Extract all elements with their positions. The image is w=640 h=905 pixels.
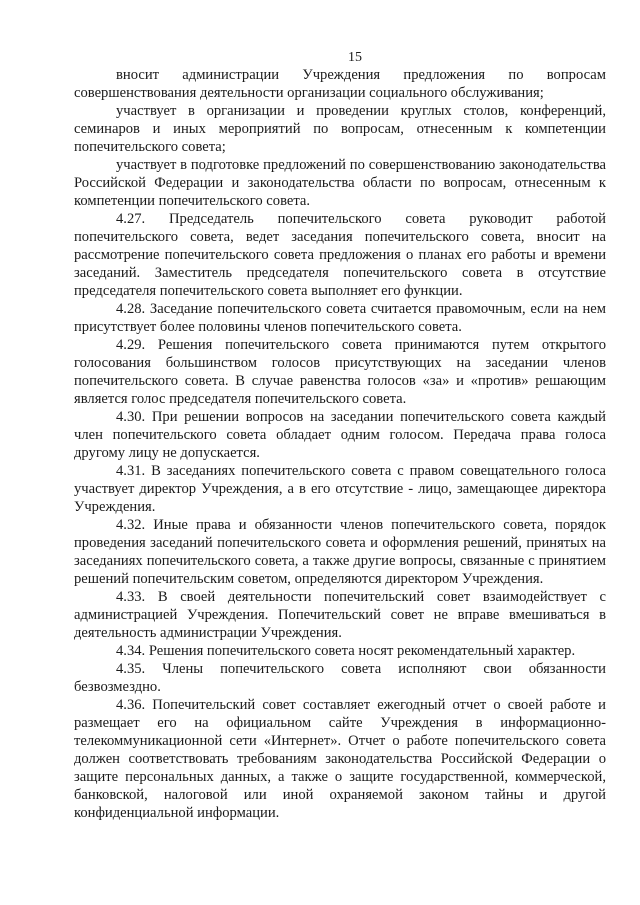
paragraph-4-28: 4.28. Заседание попечительского совета считается правомочным, если на нем присутствует более половины членов попечительского совета. bbox=[74, 301, 606, 335]
paragraph-4-36: 4.36. Попечительский совет составляет ежегодный отчет о своей работе и размещает его на официальном сайте Учреждения в информационно-телекоммуникационной сети «Интернет». Отчет о работе попечительского совета должен соответствовать требованиям законодательства Российской Федерации о защите персональных данных, а также о защите государственной, коммерческой, банковской, налоговой или иной охраняемой законом тайны и другой конфиденциальной информации. bbox=[74, 697, 606, 821]
paragraph-4-27: 4.27. Председатель попечительского совета руководит работой попечительского совета, ведет заседания попечительского совета, вносит на рассмотрение попечительского совета предложения о планах его работы и времени заседаний. Заместитель председателя попечительского совета в отсутствие председателя попечительского совета выполняет его функции. bbox=[74, 211, 606, 299]
paragraph-4-33: 4.33. В своей деятельности попечительский совет взаимодействует с администрацией Учреждения. Попечительский совет не вправе вмешиваться в деятельность администрации Учреждения. bbox=[74, 589, 606, 641]
paragraph: участвует в организации и проведении круглых столов, конференций, семинаров и иных мероприятий по вопросам, отнесенным к компетенции попечительского совета; bbox=[74, 103, 606, 155]
paragraph-4-31: 4.31. В заседаниях попечительского совета с правом совещательного голоса участвует директор Учреждения, а в его отсутствие - лицо, замещающее директора Учреждения. bbox=[74, 463, 606, 515]
page-number: 15 bbox=[348, 50, 362, 65]
paragraph-4-29: 4.29. Решения попечительского совета принимаются путем открытого голосования большинством голосов присутствующих на заседании членов попечительского совета. В случае равенства голосов «за» и «против» решающим является голос председателя попечительского совета. bbox=[74, 337, 606, 407]
document-body bbox=[74, 66, 606, 822]
paragraph: вносит администрации Учреждения предложения по вопросам совершенствования деятельности организации социального обслуживания; bbox=[74, 67, 606, 101]
paragraph: участвует в подготовке предложений по совершенствованию законодательства Российской Федерации и законодательства области по вопросам, отнесенным к компетенции попечительского совета. bbox=[74, 157, 606, 209]
paragraph-4-34: 4.34. Решения попечительского совета носят рекомендательный характер. bbox=[116, 643, 576, 659]
paragraph-4-30: 4.30. При решении вопросов на заседании попечительского совета каждый член попечительского совета обладает одним голосом. Передача права голоса другому лицу не допускается. bbox=[74, 409, 606, 461]
paragraph-4-35: 4.35. Члены попечительского совета исполняют свои обязанности безвозмездно. bbox=[74, 661, 606, 695]
paragraph-4-32: 4.32. Иные права и обязанности членов попечительского совета, порядок проведения заседаний попечительского совета и оформления решений, принятых на заседаниях попечительского совета, а также другие вопросы, связанные с принятием решений попечительским советом, определяются директором Учреждения. bbox=[74, 517, 606, 587]
